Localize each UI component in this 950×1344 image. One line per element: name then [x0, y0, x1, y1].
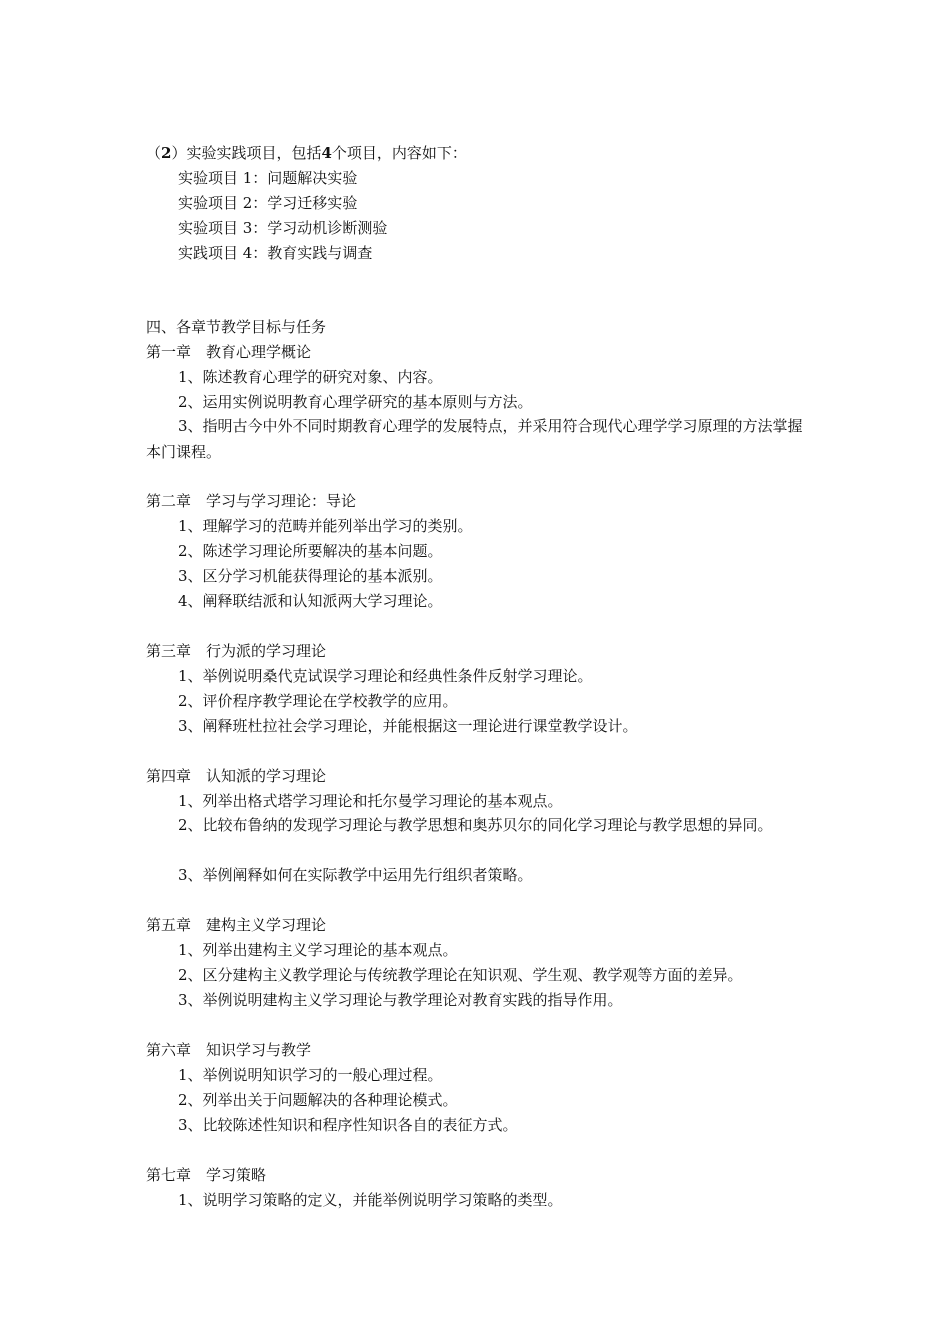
experiment-item: 实验项目 1：问题解决实验	[178, 169, 358, 187]
chapter-title: 第六章 知识学习与教学	[146, 1041, 312, 1059]
chapter-item: 3、区分学习机能获得理论的基本派别。	[178, 567, 443, 585]
chapter-title: 第一章 教育心理学概论	[146, 343, 312, 361]
intro-count: 4	[321, 144, 332, 162]
experiment-intro	[146, 143, 826, 163]
chapter-item: 3、举例说明建构主义学习理论与教学理论对教育实践的指导作用。	[178, 991, 623, 1009]
intro-number: 2	[161, 144, 172, 162]
intro-prefix: （	[146, 144, 162, 162]
chapter-item: 2、比较布鲁纳的发现学习理论与教学思想和奥苏贝尔的同化学习理论与教学思想的异同。	[178, 816, 773, 834]
chapter-item: 2、区分建构主义教学理论与传统教学理论在知识观、学生观、教学观等方面的差异。	[178, 966, 743, 984]
chapter-item: 1、列举出建构主义学习理论的基本观点。	[178, 941, 458, 959]
intro-text: ）实验实践项目，包括	[171, 144, 322, 162]
chapter-item: 1、举例说明知识学习的一般心理过程。	[178, 1066, 443, 1084]
chapter-item: 3、指明古今中外不同时期教育心理学的发展特点，并采用符合现代心理学学习原理的方法掌握本门课程。	[146, 417, 803, 461]
chapter-title: 第七章 学习策略	[146, 1166, 267, 1184]
chapter-item: 4、阐释联结派和认知派两大学习理论。	[178, 592, 443, 610]
chapter-item: 1、列举出格式塔学习理论和托尔曼学习理论的基本观点。	[178, 792, 563, 810]
chapter-item: 1、理解学习的范畴并能列举出学习的类别。	[178, 517, 473, 535]
chapter-item: 2、运用实例说明教育心理学研究的基本原则与方法。	[178, 393, 533, 411]
chapter-item: 3、比较陈述性知识和程序性知识各自的表征方式。	[178, 1116, 518, 1134]
chapter-item: 2、列举出关于问题解决的各种理论模式。	[178, 1091, 458, 1109]
section-heading: 四、各章节教学目标与任务	[146, 318, 327, 336]
experiment-item: 实验项目 3：学习动机诊断测验	[178, 219, 388, 237]
intro-tail: 个项目，内容如下：	[331, 144, 467, 162]
chapter-item: 3、阐释班杜拉社会学习理论，并能根据这一理论进行课堂教学设计。	[178, 717, 638, 735]
chapter-item: 2、陈述学习理论所要解决的基本问题。	[178, 542, 443, 560]
chapter-item: 1、说明学习策略的定义，并能举例说明学习策略的类型。	[178, 1191, 563, 1209]
chapter-item: 2、评价程序教学理论在学校教学的应用。	[178, 692, 458, 710]
chapter-item: 1、举例说明桑代克试误学习理论和经典性条件反射学习理论。	[178, 667, 593, 685]
experiment-item: 实践项目 4：教育实践与调查	[178, 244, 373, 262]
chapter-item: 3、举例阐释如何在实际教学中运用先行组织者策略。	[178, 866, 533, 884]
chapter-item: 1、陈述教育心理学的研究对象、内容。	[178, 368, 443, 386]
chapter-title: 第三章 行为派的学习理论	[146, 642, 327, 660]
chapter-title: 第五章 建构主义学习理论	[146, 916, 327, 934]
chapter-title: 第二章 学习与学习理论：导论	[146, 492, 357, 510]
chapter-title: 第四章 认知派的学习理论	[146, 767, 327, 785]
experiment-item: 实验项目 2：学习迁移实验	[178, 194, 358, 212]
